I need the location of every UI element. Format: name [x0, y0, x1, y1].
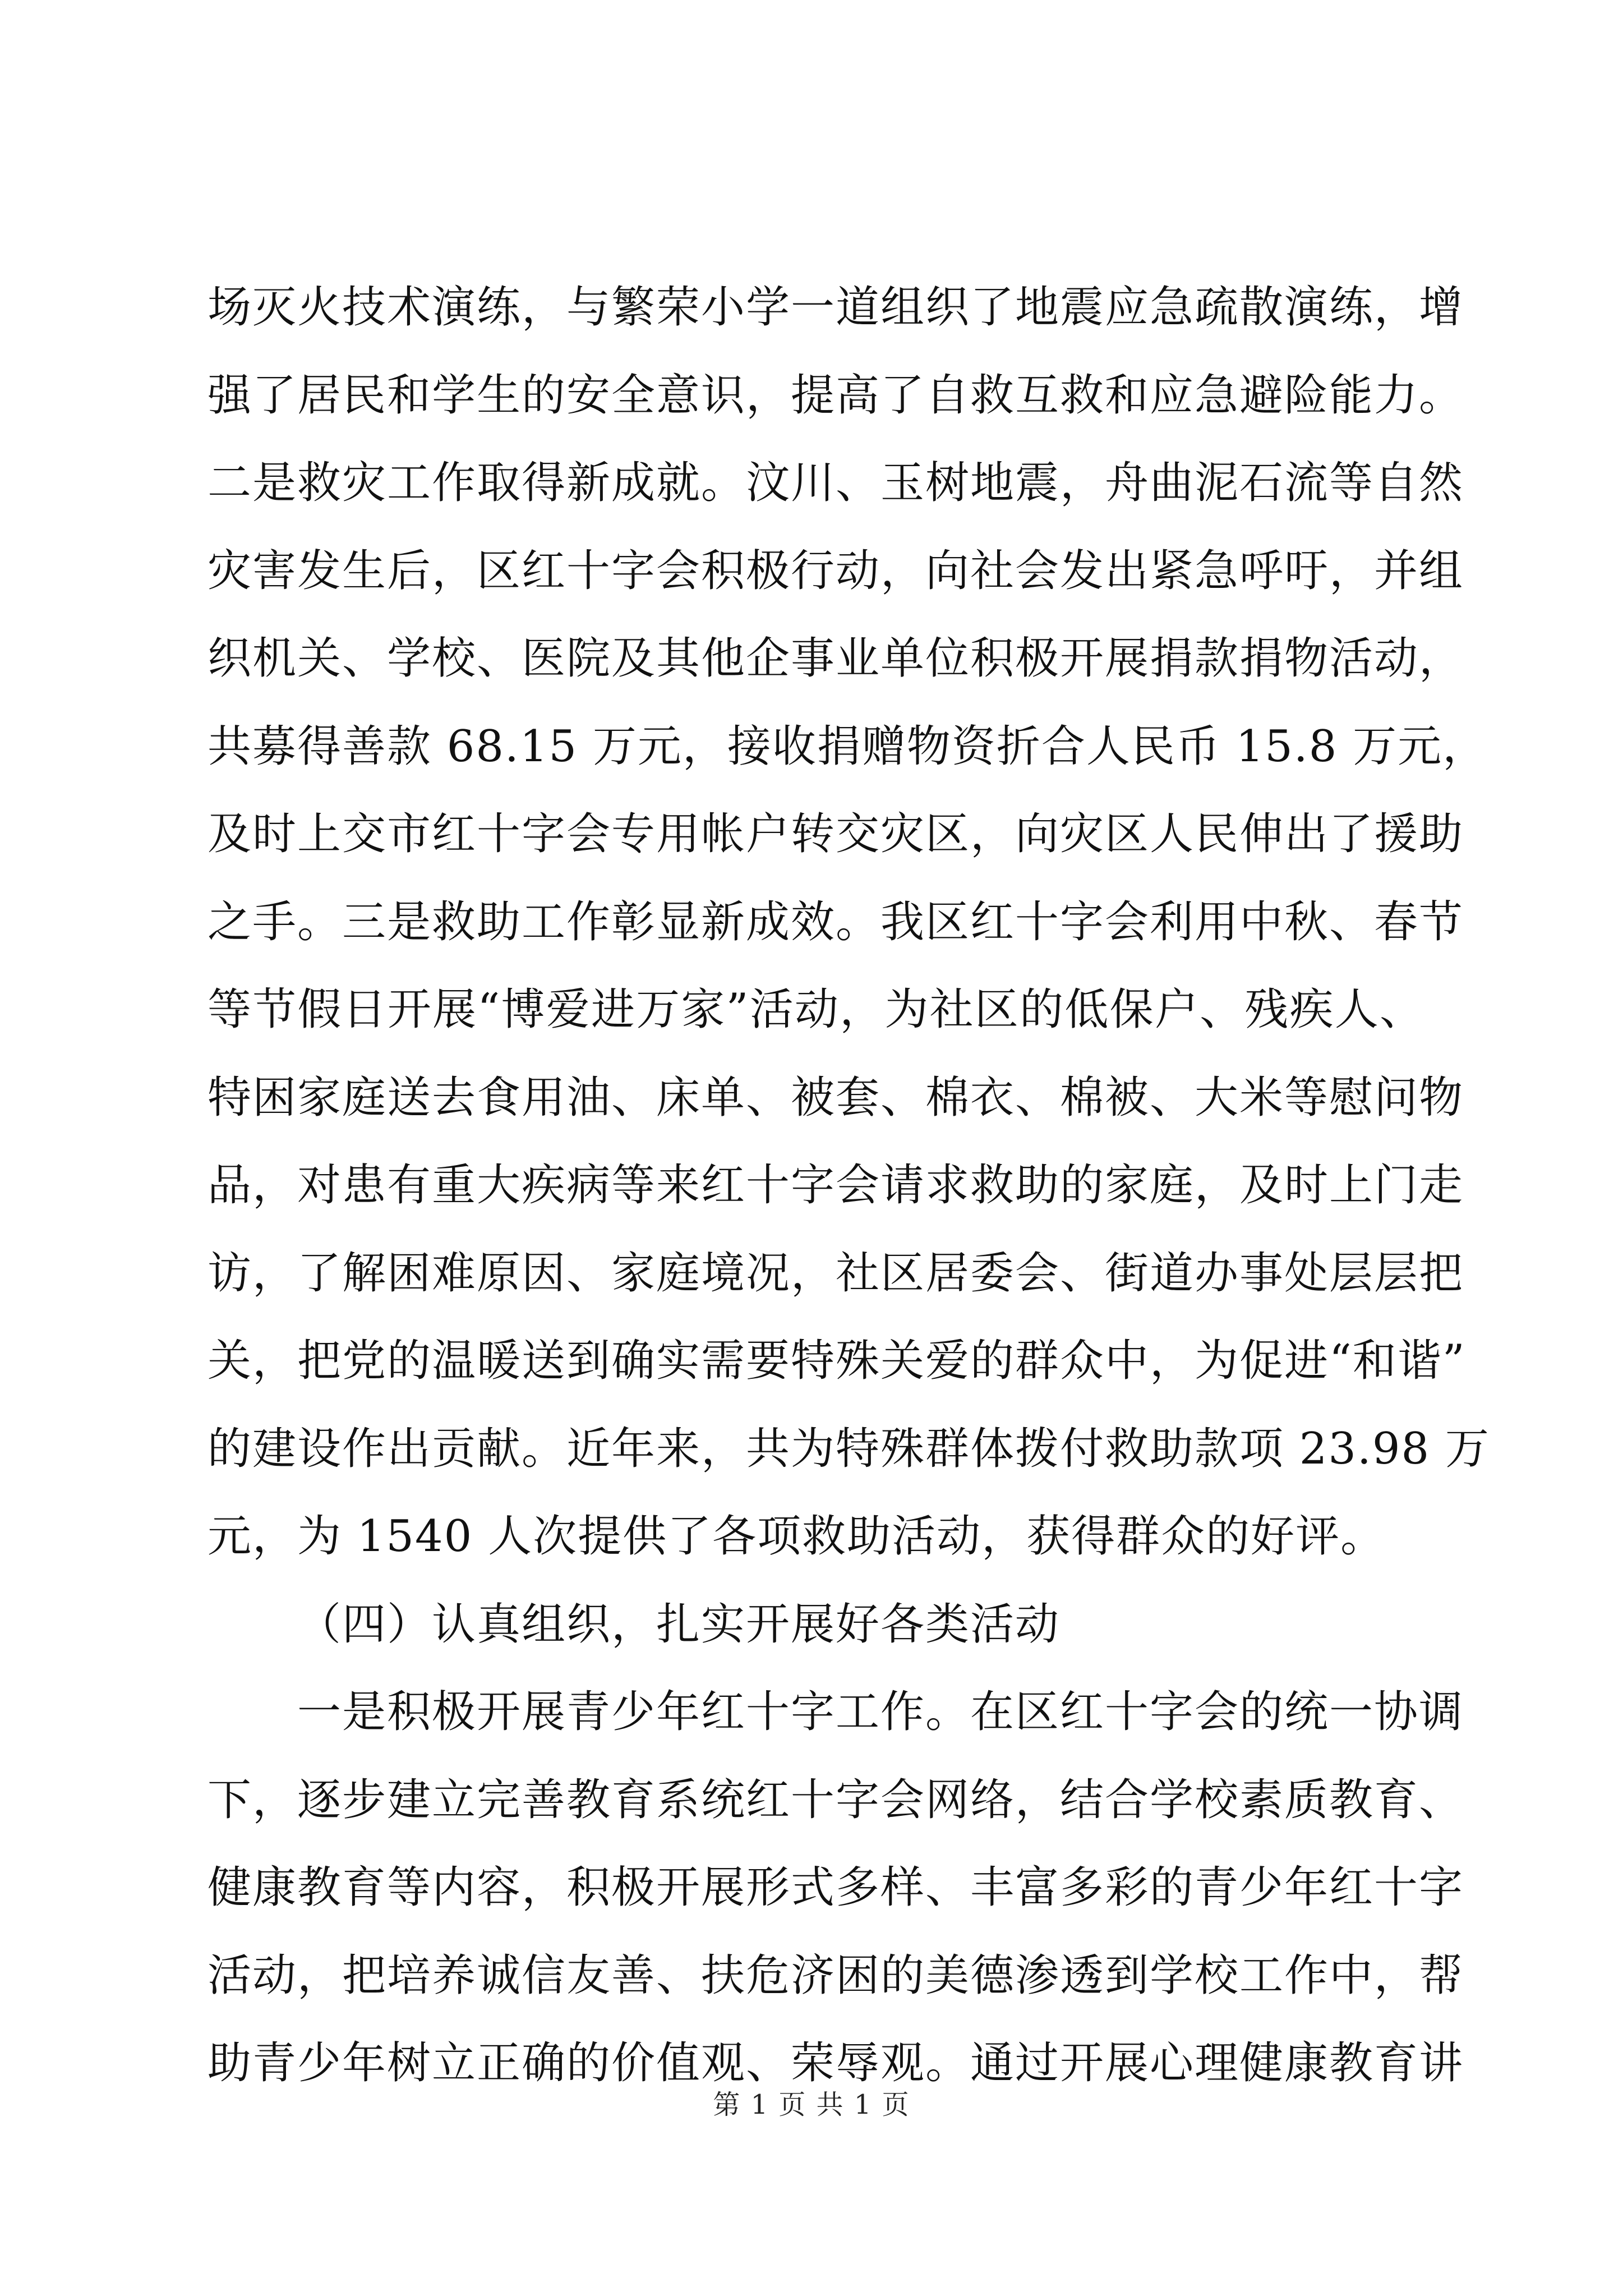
- body-text: [208, 264, 1490, 2108]
- text-line: 品，对患有重大疾病等来红十字会请求救助的家庭，及时上门走: [208, 1160, 1464, 1211]
- text-line: 场灭火技术演练，与繁荣小学一道组织了地震应急疏散演练，增: [208, 282, 1464, 333]
- page-footer: 第 1 页 共 1 页: [713, 2089, 910, 2120]
- text-line: 助青少年树立正确的价值观、荣辱观。通过开展心理健康教育讲: [208, 2038, 1464, 2088]
- text-line: 元，为 1540 人次提供了各项救助活动，获得群众的好评。: [208, 1511, 1386, 1562]
- text-line: 特困家庭送去食用油、床单、被套、棉衣、棉被、大米等慰问物: [208, 1072, 1464, 1123]
- text-line: 健康教育等内容，积极开展形式多样、丰富多彩的青少年红十字: [208, 1862, 1464, 1913]
- text-line: 强了居民和学生的安全意识，提高了自救互救和应急避险能力。: [208, 370, 1464, 421]
- text-line: 关，把党的温暖送到确实需要特殊关爱的群众中，为促进“和谐”: [208, 1336, 1466, 1386]
- text-line: 之手。三是救助工作彰显新成效。我区红十字会利用中秋、春节: [208, 896, 1464, 947]
- text-line: 一是积极开展青少年红十字工作。在区红十字会的统一协调: [297, 1687, 1464, 1737]
- text-line: 的建设作出贡献。近年来，共为特殊群体拨付救助款项 23.98 万: [208, 1423, 1490, 1474]
- text-line: 及时上交市红十字会专用帐户转交灾区，向灾区人民伸出了援助: [208, 809, 1464, 859]
- text-line: 下，逐步建立完善教育系统红十字会网络，结合学校素质教育、: [208, 1774, 1464, 1825]
- text-line: 活动，把培养诚信友善、扶危济困的美德渗透到学校工作中，帮: [208, 1950, 1464, 2001]
- text-line: 织机关、学校、医院及其他企事业单位积极开展捐款捐物活动，: [208, 633, 1464, 684]
- text-line: 灾害发生后，区红十字会积极行动，向社会发出紧急呼吁，并组: [208, 545, 1464, 596]
- text-line: 等节假日开展“博爱进万家”活动，为社区的低保户、残疾人、: [208, 984, 1424, 1035]
- section-heading: （四）认真组织，扎实开展好各类活动: [297, 1599, 1061, 1650]
- text-line: 二是救灾工作取得新成就。汶川、玉树地震，舟曲泥石流等自然: [208, 458, 1464, 508]
- text-line: 访，了解困难原因、家庭境况，社区居委会、街道办事处层层把: [208, 1248, 1464, 1299]
- text-line: 共募得善款 68.15 万元，接收捐赠物资折合人民币 15.8 万元，: [208, 721, 1488, 772]
